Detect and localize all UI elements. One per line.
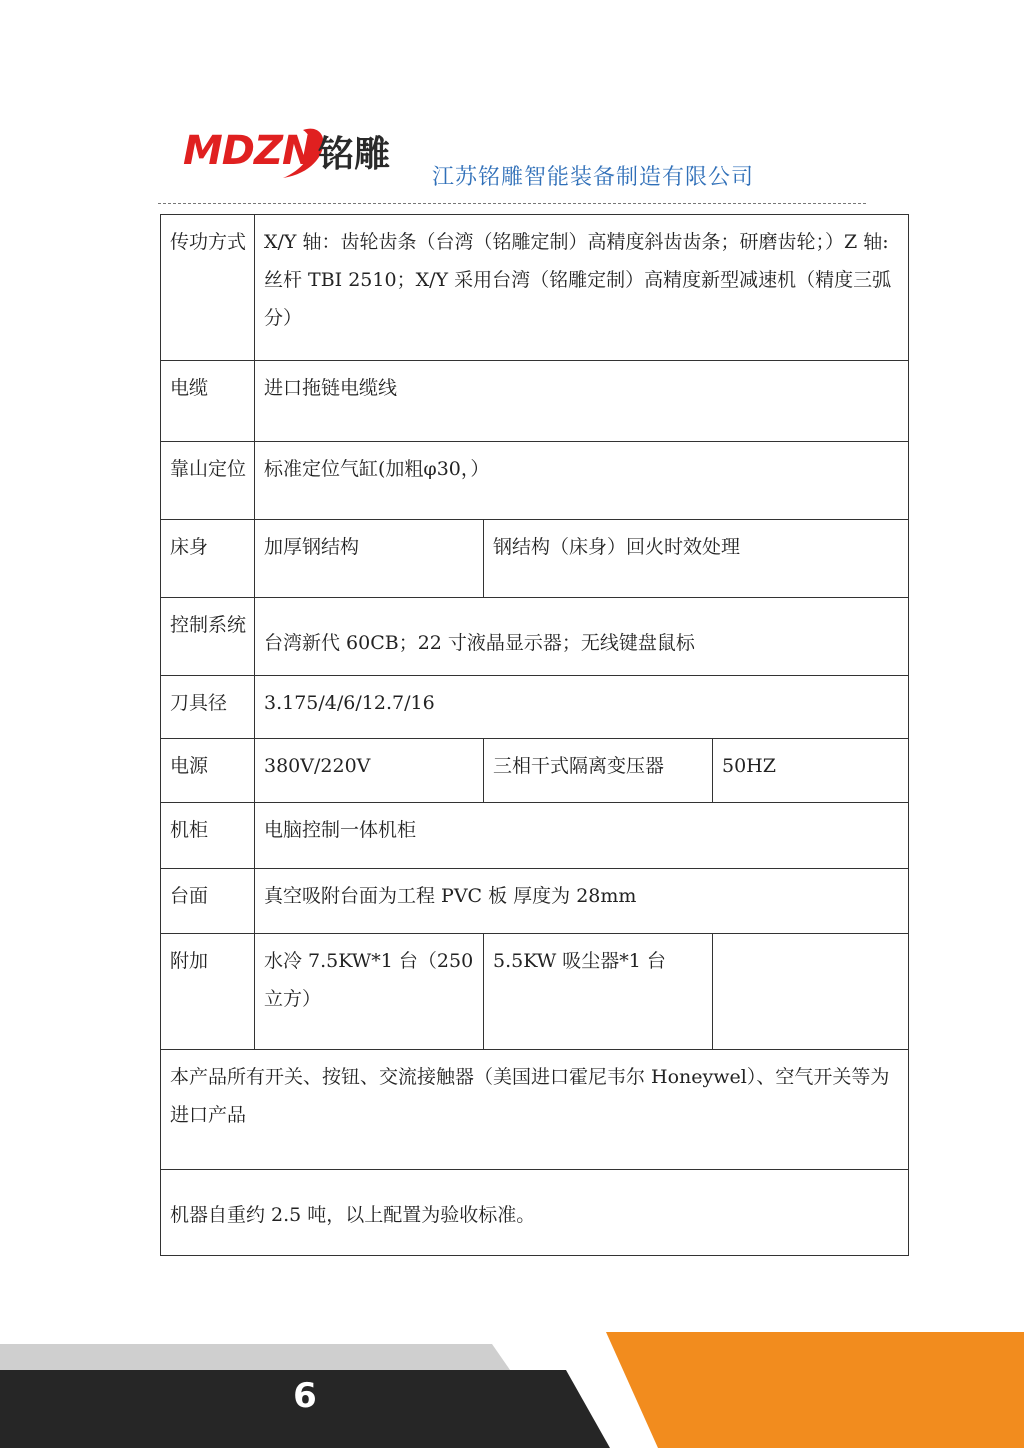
table-row — [161, 442, 909, 520]
table-row — [161, 361, 909, 442]
row-label: 电缆 — [161, 361, 255, 442]
row-label: 电源 — [161, 739, 255, 803]
table-row — [161, 598, 909, 676]
row-value: 加厚钢结构 — [255, 520, 484, 598]
row-value: 真空吸附台面为工程 PVC 板 厚度为 28mm — [255, 869, 909, 934]
row-label: 台面 — [161, 869, 255, 934]
logo-latin: MDZN — [183, 128, 315, 174]
note-imported-parts: 本产品所有开关、按钮、交流接触器（美国进口霍尼韦尔 Honeywel）、空气开关等为进口产品 — [161, 1050, 909, 1170]
row-value: 电脑控制一体机柜 — [255, 803, 909, 869]
row-label: 机柜 — [161, 803, 255, 869]
table-row — [161, 1170, 909, 1256]
page-number: 6 — [293, 1376, 317, 1416]
table-row — [161, 934, 909, 1050]
table-row — [161, 215, 909, 361]
row-label: 靠山定位 — [161, 442, 255, 520]
table-row — [161, 676, 909, 739]
table-row — [161, 1050, 909, 1170]
company-logo — [183, 120, 413, 182]
footer-bar — [0, 1330, 1024, 1448]
row-value: 台湾新代 60CB；22 寸液晶显示器；无线键盘鼠标 — [255, 598, 909, 676]
row-label: 传功方式 — [161, 215, 255, 361]
row-label: 床身 — [161, 520, 255, 598]
logo-chinese: 铭雕 — [318, 134, 391, 175]
row-label: 控制系统 — [161, 598, 255, 676]
row-label: 附加 — [161, 934, 255, 1050]
header-divider — [158, 203, 866, 204]
row-value: 进口拖链电缆线 — [255, 361, 909, 442]
table-row — [161, 803, 909, 869]
row-label: 刀具径 — [161, 676, 255, 739]
table-row — [161, 520, 909, 598]
table-row — [161, 869, 909, 934]
row-value: 380V/220V — [255, 739, 484, 803]
company-name: 江苏铭雕智能装备制造有限公司 — [432, 165, 755, 190]
row-value-2: 5.5KW 吸尘器*1 台 — [484, 934, 713, 1050]
row-value: 3.175/4/6/12.7/16 — [255, 676, 909, 739]
row-value: 水冷 7.5KW*1 台（250 立方） — [255, 934, 484, 1050]
footer-orange-band — [606, 1332, 1024, 1448]
row-value-2: 三相干式隔离变压器 — [484, 739, 713, 803]
footer-gray-stripe — [0, 1344, 510, 1370]
note-machine-weight: 机器自重约 2.5 吨，以上配置为验收标准。 — [161, 1170, 909, 1256]
row-value-3: 50HZ — [713, 739, 909, 803]
spec-table — [160, 214, 909, 1256]
row-value-3 — [713, 934, 909, 1050]
row-value-2: 钢结构（床身）回火时效处理 — [484, 520, 909, 598]
row-value: 标准定位气缸(加粗φ30，） — [255, 442, 909, 520]
table-row — [161, 739, 909, 803]
row-value: X/Y 轴：齿轮齿条（台湾（铭雕定制）高精度斜齿齿条；研磨齿轮；）Z 轴:丝杆 TBI 2510；X/Y 采用台湾（铭雕定制）高精度新型减速机（精度三弧分） — [255, 215, 909, 361]
